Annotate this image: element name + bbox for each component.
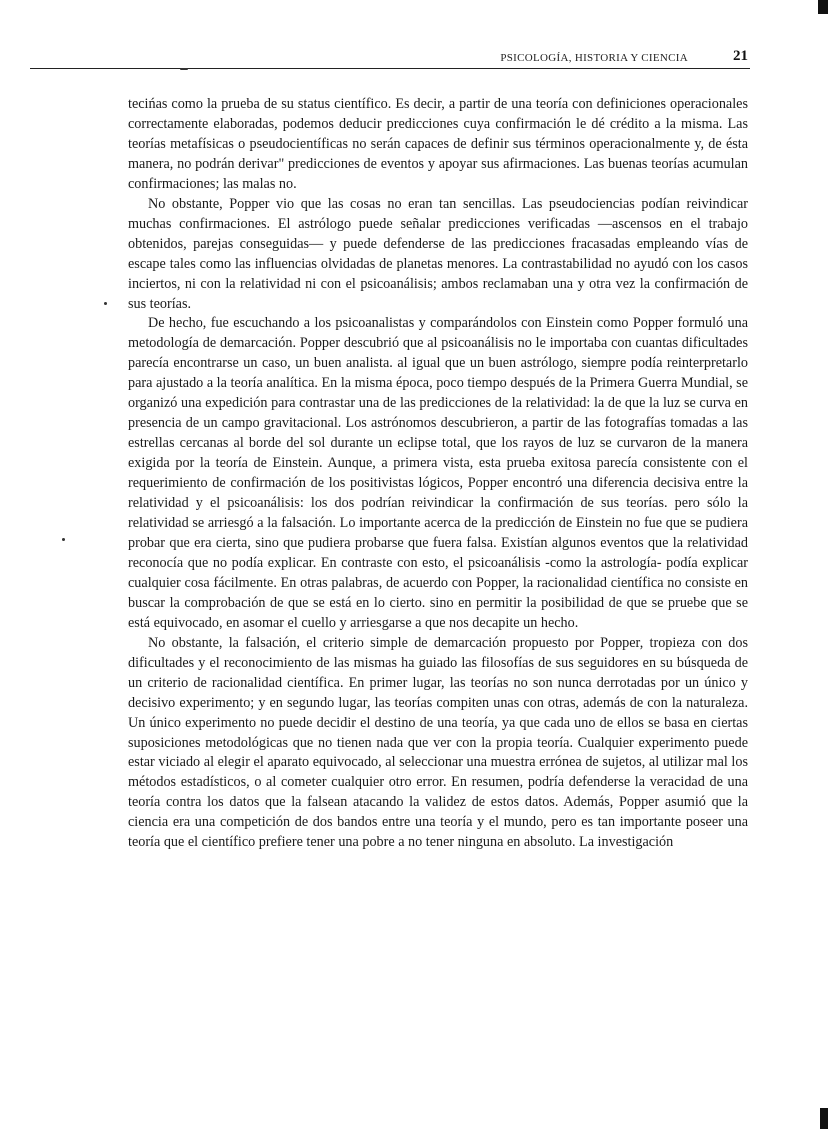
body-text — [128, 95, 748, 853]
paragraph-1: tecińas como la prueba de su status científico. Es decir, a partir de una teoría con definiciones operacionales correctamente elaboradas, podemos deducir predicciones cuya confirmación le dé crédito a la misma. Las teorías metafísicas o pseudocientíficas no serán capaces de definir sus términos operacionalmente y, de ésta manera, no podrán derivar" predicciones de eventos y apoyar sus afirmaciones. Las buenas teorías acumulan confirmaciones; las malas no. — [128, 96, 748, 192]
page-header — [30, 48, 750, 69]
paragraph-2: No obstante, Popper vio que las cosas no eran tan sencillas. Las pseudociencias podían reivindicar muchas confirmaciones. El astrólogo puede señalar predicciones verificadas —ascensos en el trabajo obtenidos, parejas conseguidas— y puede defenderse de las predicciones fracasadas empleando vías de escape tales como las influencias olvidadas de planetas menores. La contrastabilidad no ayudó con los casos inciertos, ni con la relatividad ni con el psicoanálisis; ambos reclamaban una y otra vez la confirmación de sus teorías. — [128, 195, 748, 312]
scan-speck — [180, 68, 188, 70]
scan-speck — [62, 538, 65, 541]
scan-speck — [104, 302, 107, 305]
paragraph-3: De hecho, fue escuchando a los psicoanalistas y comparándolos con Einstein como Popper formuló una metodología de demarcación. Popper descubrió que al psicoanálisis no le importaba con cuantas dificultades parecía encontrarse un caso, un buen analista. al igual que un buen astrólogo, siempre podía reinterpretarlo para ajustado a la teoría analítica. En la misma época, poco tiempo después de la Primera Guerra Mundial, se organizó una expedición para contrastar una de las predicciones de la relatividad: la de que la luz se curva en presencia de un campo gravitacional. Los astrónomos descubrieron, a partir de las fotografías tomadas a las estrellas cercanas al borde del sol durante un eclipse total, que los rayos de luz se curvaron de la manera exigida por la teoría de Einstein. Aunque, a primera vista, esta prueba exitosa parecía consistente con el requerimiento de confirmación de los positivistas lógicos, Popper encontró una diferencia decisiva entre la relatividad y el psicoanálisis: los dos podrían reivindicar la confirmación de sus teorías. pero sólo la relatividad se arriesgó a la falsación. Lo importante acerca de la predicción de Einstein no fue que se pudiera probar que era cierta, sino que pudiera probarse que fuera falsa. Existían algunos eventos que la relatividad reconocía que no podía explicar. En contraste con esto, el psicoanálisis -como la astrología- podía explicar cualquier cosa fácilmente. En otras palabras, de acuerdo con Popper, la racionalidad científica no consiste en buscar la comprobación de que se está en lo cierto. sino en permitir la posibilidad de que se pruebe que se está equivocado, en asomar el cuello y arriesgarse a que nos decapite un hecho. — [128, 315, 748, 631]
scan-edge-bottom — [820, 1108, 828, 1129]
paragraph-4: No obstante, la falsación, el criterio simple de demarcación propuesto por Popper, tropieza con dos dificultades y el reconocimiento de las mismas ha guiado las filosofías de sus seguidores en su búsqueda de un criterio de racionalidad científica. En primer lugar, las teorías no son nunca derrotadas por un único y decisivo experimento; y en segundo lugar, las teorías compiten unas con otras, además de con la naturaleza. Un único experimento no puede decidir el destino de una teoría, ya que cada uno de ellos se basa en ciertas suposiciones metodológicas que no tienen nada que ver con la propia teoría. Cualquier experimento puede estar viciado al elegir el aparato equivocado, al seleccionar una muestra errónea de sujetos, al utilizar mal los métodos estadísticos, o al cometer cualquier otro error. En resumen, podría defenderse la veracidad de una teoría contra los datos que la falsean atacando la validez de estos datos. Además, Popper asumió que la ciencia era una competición de dos bandos entre una teoría y el mundo, pero es tan importante poseer una teoría que el científico prefiere tener una pobre a no tener ninguna en absoluto. La investigación — [128, 634, 748, 851]
page-number: 21 — [733, 48, 748, 64]
running-head: PSICOLOGÍA, HISTORIA Y CIENCIA — [500, 52, 688, 64]
scan-edge-top — [818, 0, 828, 14]
